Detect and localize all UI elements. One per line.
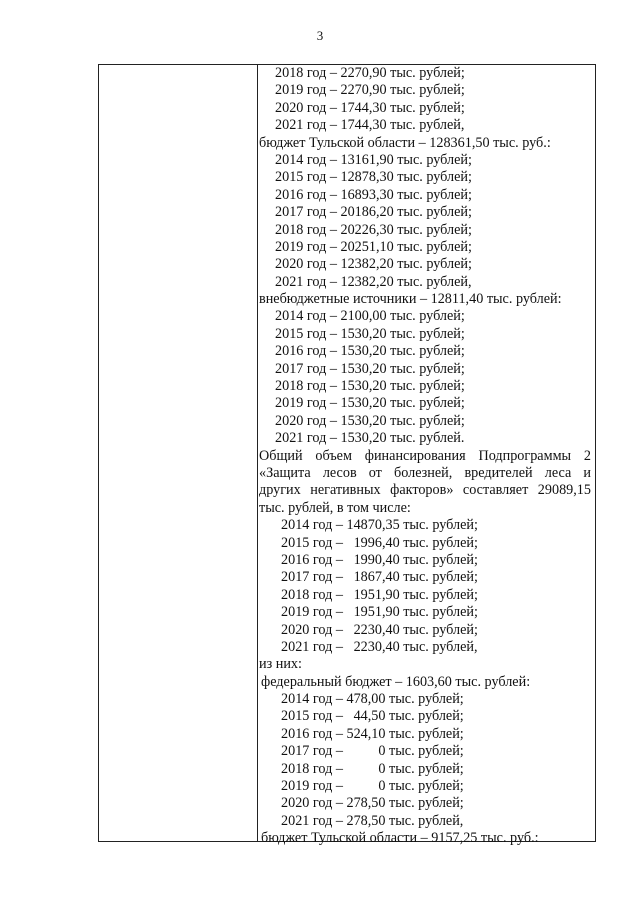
text-line: 2021 год – 12382,20 тыс. рублей, xyxy=(275,273,472,290)
text-line: 2020 год – 1530,20 тыс. рублей; xyxy=(275,412,465,429)
text-line: 2014 год – 2100,00 тыс. рублей; xyxy=(275,308,465,325)
text-line: 2014 год – 14870,35 тыс. рублей; xyxy=(281,517,478,534)
text-line: 2015 год – 12878,30 тыс. рублей; xyxy=(275,169,472,186)
text-line: внебюджетные источники – 12811,40 тыс. рублей: xyxy=(259,291,562,308)
text-line: 2015 год – 44,50 тыс. рублей; xyxy=(281,708,464,725)
text-line: 2014 год – 478,00 тыс. рублей; xyxy=(281,691,464,708)
text-line: федеральный бюджет – 1603,60 тыс. рублей: xyxy=(261,673,531,690)
text-line: 2016 год – 1530,20 тыс. рублей; xyxy=(275,343,465,360)
text-line: 2016 год – 16893,30 тыс. рублей; xyxy=(275,186,472,203)
text-line: бюджет Тульской области – 9157,25 тыс. руб.: xyxy=(261,830,539,847)
text-line: 2014 год – 13161,90 тыс. рублей; xyxy=(275,151,472,168)
text-line: 2017 год – 20186,20 тыс. рублей; xyxy=(275,204,472,221)
text-line: бюджет Тульской области – 128361,50 тыс. руб.: xyxy=(259,134,551,151)
text-line: 2017 год – 1867,40 тыс. рублей; xyxy=(281,569,478,586)
text-line: 2019 год – 1530,20 тыс. рублей; xyxy=(275,395,465,412)
page-number: 3 xyxy=(316,28,324,43)
text-line: 2019 год – 0 тыс. рублей; xyxy=(281,778,464,795)
text-line: 2018 год – 2270,90 тыс. рублей; xyxy=(275,65,465,81)
text-line: 2017 год – 1530,20 тыс. рублей; xyxy=(275,360,465,377)
text-line: 2021 год – 2230,40 тыс. рублей, xyxy=(281,638,478,655)
text-line: Общий объем финансирования Подпрограммы 2 xyxy=(259,447,591,464)
text-line: тыс. рублей, в том числе: xyxy=(259,499,411,516)
text-line: других негативных факторов» составляет 29089,15 xyxy=(259,482,591,499)
text-line: 2021 год – 278,50 тыс. рублей, xyxy=(281,812,464,829)
text-line: 2018 год – 1951,90 тыс. рублей; xyxy=(281,586,478,603)
text-line: 2016 год – 1990,40 тыс. рублей; xyxy=(281,551,478,568)
text-line: 2018 год – 20226,30 тыс. рублей; xyxy=(275,221,472,238)
text-line: 2018 год – 0 тыс. рублей; xyxy=(281,760,464,777)
text-line: 2021 год – 1530,20 тыс. рублей. xyxy=(275,430,465,447)
text-line: 2020 год – 2230,40 тыс. рублей; xyxy=(281,621,478,638)
text-line: 2015 год – 1996,40 тыс. рублей; xyxy=(281,534,478,551)
table-column-divider xyxy=(257,64,258,842)
text-line: 2016 год – 524,10 тыс. рублей; xyxy=(281,725,464,742)
text-line: 2019 год – 1951,90 тыс. рублей; xyxy=(281,604,478,621)
text-line: 2020 год – 1744,30 тыс. рублей; xyxy=(275,99,465,116)
text-line: 2017 год – 0 тыс. рублей; xyxy=(281,743,464,760)
financing-text xyxy=(259,65,591,848)
text-line: 2015 год – 1530,20 тыс. рублей; xyxy=(275,325,465,342)
text-line: «Защита лесов от болезней, вредителей леса и xyxy=(259,464,591,481)
text-line: 2018 год – 1530,20 тыс. рублей; xyxy=(275,378,465,395)
text-line: 2020 год – 12382,20 тыс. рублей; xyxy=(275,256,472,273)
text-line: 2020 год – 278,50 тыс. рублей; xyxy=(281,795,464,812)
text-line: из них: xyxy=(259,656,302,673)
text-line: 2019 год – 2270,90 тыс. рублей; xyxy=(275,82,465,99)
text-line: 2021 год – 1744,30 тыс. рублей, xyxy=(275,117,465,134)
text-line: 2019 год – 20251,10 тыс. рублей; xyxy=(275,238,472,255)
